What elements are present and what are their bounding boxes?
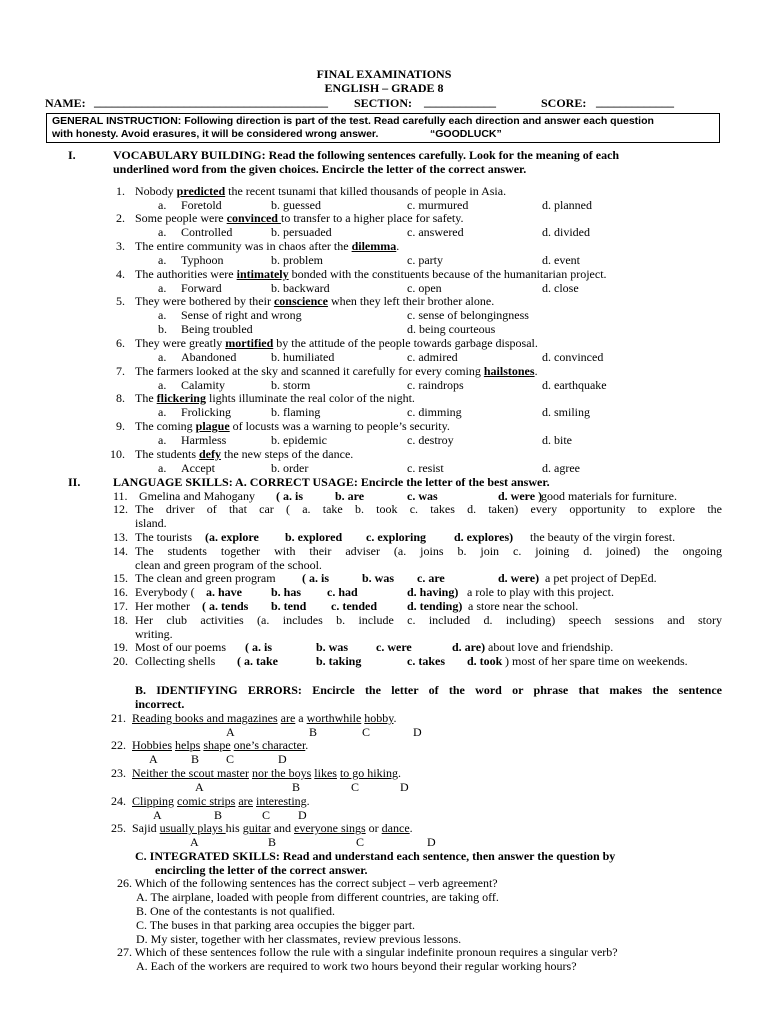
sentence-text: the new steps of the dance.	[221, 447, 354, 461]
vocab-q4-option-c[interactable]: c. open	[407, 281, 442, 295]
vocab-q1-option-c[interactable]: c. murmured	[407, 198, 469, 212]
usage-q20-option-b[interactable]: b. taking	[316, 654, 362, 668]
error-segment-a[interactable]: Hobbies	[132, 738, 172, 752]
error-q24-letter-d[interactable]: D	[298, 808, 307, 822]
vocab-q4-option-a[interactable]: Forward	[181, 281, 222, 295]
vocab-q10-a-marker: a.	[158, 461, 167, 475]
target-word: plague	[195, 419, 230, 433]
partB-heading-line1: B. IDENTIFYING ERRORS: Encircle the letter of the word or phrase that makes the sentence	[135, 683, 722, 697]
sentence-text: Sajid	[132, 821, 160, 835]
vocab-q2-number: 2.	[116, 211, 125, 225]
q26-option-d[interactable]: D. My sister, together with her classmates, review previous lessons.	[136, 932, 462, 946]
error-segment-c[interactable]: worthwhile	[306, 711, 362, 725]
usage-q15-option-d[interactable]: d. were)	[498, 571, 540, 585]
error-q22-letter-a[interactable]: A	[149, 752, 158, 766]
error-segment-a[interactable]: Clipping	[132, 794, 175, 808]
vocab-q7-number: 7.	[116, 364, 125, 378]
usage-q19-number: 19.	[113, 640, 128, 654]
usage-q17-option-a[interactable]: ( a. tends	[202, 599, 249, 613]
error-q21-letter-c[interactable]: C	[362, 725, 371, 739]
error-q25-letter-a[interactable]: A	[190, 835, 199, 849]
usage-q15-stem-end: a pet project of DepEd.	[545, 571, 657, 585]
error-q23-letter-d[interactable]: D	[400, 780, 409, 794]
vocab-q1-option-a[interactable]: Foretold	[181, 198, 222, 212]
exam-subtitle: ENGLISH – GRADE 8	[324, 81, 444, 95]
usage-q17-number: 17.	[113, 599, 128, 613]
part1-heading-line2: underlined word from the given choices. Encircle the letter of the correct answer.	[113, 162, 527, 176]
vocab-q5-option-c[interactable]: c. sense of belongingness	[407, 308, 529, 322]
usage-q12-line2: island.	[135, 516, 167, 530]
usage-q16-option-c[interactable]: c. had	[327, 585, 358, 599]
vocab-q8-option-c[interactable]: c. dimming	[407, 405, 462, 419]
usage-q16-option-a[interactable]: a. have	[206, 585, 242, 599]
vocab-q10-option-c[interactable]: c. resist	[407, 461, 444, 475]
usage-q19-stem-end: about love and friendship.	[488, 640, 614, 654]
target-word: intimately	[236, 267, 289, 281]
vocab-q10-option-d[interactable]: d. agree	[542, 461, 580, 475]
vocab-q4-option-b[interactable]: b. backward	[271, 281, 330, 295]
usage-q13-option-b[interactable]: b. explored	[285, 530, 343, 544]
vocab-q2-option-c[interactable]: c. answered	[407, 225, 464, 239]
usage-q15-number: 15.	[113, 571, 128, 585]
vocab-q7-option-a[interactable]: Calamity	[181, 378, 225, 392]
usage-q20-number: 20.	[113, 654, 128, 668]
vocab-q7-option-d[interactable]: d. earthquake	[542, 378, 607, 392]
vocab-q7-a-marker: a.	[158, 378, 167, 392]
part1-heading-line1: VOCABULARY BUILDING: Read the following sentences carefully. Look for the meaning of each	[113, 148, 620, 162]
general-instruction-line2: with honesty. Avoid erasures, it will be considered wrong answer.	[52, 128, 379, 140]
usage-q11-option-c[interactable]: c. was	[407, 489, 438, 503]
error-q22-number: 22.	[111, 738, 126, 752]
sentence-text: when they left their brother alone.	[327, 294, 495, 308]
error-q21-letter-b[interactable]: B	[309, 725, 318, 739]
vocab-q6-number: 6.	[116, 336, 125, 350]
vocab-q10-option-a[interactable]: Accept	[181, 461, 215, 475]
vocab-q6-option-d[interactable]: d. convinced	[542, 350, 604, 364]
sentence-text: The authorities were	[135, 267, 237, 281]
vocab-q2-option-b[interactable]: b. persuaded	[271, 225, 332, 239]
vocab-q5-sentence	[135, 294, 494, 308]
separator: .	[306, 794, 310, 808]
error-segment-a[interactable]: usually plays	[159, 821, 226, 835]
name-field[interactable]: _______________________________________	[94, 95, 328, 109]
error-segment-a[interactable]: Neither the scout master	[132, 766, 249, 780]
sentence-text: bonded with the constituents because of the humanitarian project.	[288, 267, 607, 281]
usage-q11-option-d[interactable]: d. were )	[498, 489, 543, 503]
error-q22-letter-c[interactable]: C	[226, 752, 235, 766]
usage-q13-stem: The tourists	[135, 530, 192, 544]
separator: .	[397, 766, 401, 780]
usage-q19-option-a[interactable]: ( a. is	[245, 640, 272, 654]
usage-q19-option-b[interactable]: b. was	[316, 640, 349, 654]
vocab-q9-sentence	[135, 419, 450, 433]
usage-q20-stem: Collecting shells	[135, 654, 216, 668]
error-q21-letter-d[interactable]: D	[413, 725, 422, 739]
error-q21-letter-a[interactable]: A	[226, 725, 235, 739]
sentence-text: They were bothered by their	[135, 294, 274, 308]
sentence-text: The entire community was in chaos after the	[135, 239, 352, 253]
error-q24-letter-b[interactable]: B	[214, 808, 223, 822]
partB-heading-line2: incorrect.	[135, 697, 185, 711]
vocab-q5-option-b[interactable]: Being troubled	[181, 322, 253, 336]
sentence-text: .	[396, 239, 400, 253]
vocab-q7-option-c[interactable]: c. raindrops	[407, 378, 464, 392]
vocab-q10-sentence	[135, 447, 353, 461]
sentence-text: Some people were	[135, 211, 227, 225]
usage-q17-stem: Her mother	[135, 599, 190, 613]
error-q22-letter-d[interactable]: D	[278, 752, 287, 766]
separator: .	[393, 711, 397, 725]
sentence-text: The students	[135, 447, 199, 461]
error-q21-sentence	[132, 711, 397, 725]
vocab-q4-number: 4.	[116, 267, 125, 281]
sentence-text: The coming	[135, 419, 196, 433]
sentence-text: The farmers looked at the sky and scanned it carefully for every coming	[135, 364, 484, 378]
error-segment-b[interactable]: helps	[175, 738, 201, 752]
target-word: defy	[199, 447, 221, 461]
vocab-q5-b-marker: b.	[158, 322, 167, 336]
usage-q11-option-a[interactable]: ( a. is	[276, 489, 303, 503]
q26-option-c[interactable]: C. The buses in that parking area occupies the bigger part.	[136, 918, 416, 932]
vocab-q5-option-a[interactable]: Sense of right and wrong	[181, 308, 302, 322]
vocab-q2-option-a[interactable]: Controlled	[181, 225, 233, 239]
error-q23-letter-b[interactable]: B	[292, 780, 301, 794]
partC-heading-line1: C. INTEGRATED SKILLS: Read and understand each sentence, then answer the question by	[135, 849, 616, 863]
target-word: conscience	[273, 294, 328, 308]
error-q23-letter-a[interactable]: A	[195, 780, 204, 794]
error-q22-letter-b[interactable]: B	[191, 752, 200, 766]
error-segment-c[interactable]: everyone sings	[294, 821, 366, 835]
target-word: flickering	[156, 391, 206, 405]
sentence-text: .	[409, 821, 413, 835]
q26-option-b[interactable]: B. One of the contestants is not qualified.	[136, 904, 335, 918]
vocab-q5-a-marker: a.	[158, 308, 167, 322]
vocab-q1-a-marker: a.	[158, 198, 167, 212]
vocab-q9-option-a[interactable]: Harmless	[181, 433, 227, 447]
error-q25-sentence	[132, 821, 413, 835]
usage-q14-number: 14.	[113, 544, 128, 558]
part2-numeral: II.	[68, 475, 81, 489]
vocab-q2-a-marker: a.	[158, 225, 167, 239]
error-q25-letter-c[interactable]: C	[356, 835, 365, 849]
error-segment-c[interactable]: are	[238, 794, 253, 808]
usage-q15-stem: The clean and green program	[135, 571, 276, 585]
usage-q17-stem-end: a store near the school.	[468, 599, 579, 613]
q27-option-a[interactable]: A. Each of the workers are required to work two hours beyond their regular working hours?	[136, 959, 577, 973]
error-segment-d[interactable]: interesting	[256, 794, 307, 808]
score-field[interactable]: _____________	[596, 95, 674, 109]
vocab-q6-option-c[interactable]: c. admired	[407, 350, 458, 364]
sentence-text: to transfer to a higher place for safety.	[280, 211, 464, 225]
separator: a	[295, 711, 307, 725]
usage-q18-line1: Her club activities (a. includes b. include c. included d. including) speech sessions and story	[135, 613, 722, 627]
general-instruction-line1	[52, 115, 654, 128]
usage-q15-option-a[interactable]: ( a. is	[302, 571, 329, 585]
vocab-q1-sentence	[135, 184, 506, 198]
usage-q11-option-b[interactable]: b. are	[335, 489, 365, 503]
sentence-text: of locusts was a warning to people’s security.	[229, 419, 450, 433]
usage-q14-line1: The students together with their adviser (a. joins b. join c. joining d. joined) the ongoing	[135, 544, 722, 558]
error-segment-a[interactable]: Reading books and magazines	[132, 711, 278, 725]
vocab-q3-sentence	[135, 239, 399, 253]
section-label: SECTION:	[354, 96, 413, 110]
vocab-q5-option-d[interactable]: d. being courteous	[407, 322, 496, 336]
sentence-text: by the attitude of the people towards garbage disposal.	[273, 336, 538, 350]
usage-q16-option-b[interactable]: b. has	[271, 585, 302, 599]
vocab-q9-option-c[interactable]: c. destroy	[407, 433, 454, 447]
vocab-q9-option-b[interactable]: b. epidemic	[271, 433, 327, 447]
vocab-q3-option-c[interactable]: c. party	[407, 253, 443, 267]
vocab-q10-option-b[interactable]: b. order	[271, 461, 309, 475]
error-segment-d[interactable]: dance	[381, 821, 410, 835]
error-segment-d[interactable]: to go hiking	[339, 766, 398, 780]
vocab-q4-option-d[interactable]: d. close	[542, 281, 579, 295]
usage-q16-stem: Everybody (	[135, 585, 195, 599]
vocab-q4-a-marker: a.	[158, 281, 167, 295]
name-label: NAME:	[45, 96, 86, 110]
exam-title: FINAL EXAMINATIONS	[316, 67, 452, 81]
sentence-text: and	[270, 821, 295, 835]
usage-q12-line1: The driver of that car ( a. take b. took c. takes d. taken) every opportunity to explore the	[135, 502, 722, 516]
usage-q13-stem-end: the beauty of the virgin forest.	[530, 530, 676, 544]
vocab-q1-number: 1.	[116, 184, 125, 198]
target-word: hailstones	[483, 364, 535, 378]
question-26: 26. Which of the following sentences has the correct subject – verb agreement?	[117, 876, 498, 890]
sentence-text: the recent tsunami that killed thousands of people in Asia.	[225, 184, 507, 198]
sentence-text: or	[365, 821, 382, 835]
vocab-q1-option-b[interactable]: b. guessed	[271, 198, 321, 212]
error-q25-number: 25.	[111, 821, 126, 835]
sentence-text: .	[534, 364, 538, 378]
vocab-q2-sentence	[135, 211, 463, 225]
error-segment-d[interactable]: one’s character	[233, 738, 306, 752]
error-q25-letter-d[interactable]: D	[427, 835, 436, 849]
partC-heading-line2: encircling the letter of the correct answer.	[155, 863, 368, 877]
score-label: SCORE:	[541, 96, 587, 110]
usage-q12-number: 12.	[113, 502, 128, 516]
error-q21-number: 21.	[111, 711, 126, 725]
q26-option-a[interactable]: A. The airplane, loaded with people from different countries, are taking off.	[136, 890, 499, 904]
vocab-q9-a-marker: a.	[158, 433, 167, 447]
usage-q13-option-a[interactable]: (a. explore	[205, 530, 259, 544]
error-q23-letter-c[interactable]: C	[351, 780, 360, 794]
error-segment-b[interactable]: nor the boys	[251, 766, 312, 780]
sentence-text: lights illuminate the real color of the night.	[205, 391, 415, 405]
usage-q15-option-b[interactable]: b. was	[362, 571, 395, 585]
vocab-q9-option-d[interactable]: d. bite	[542, 433, 572, 447]
error-q23-sentence	[132, 766, 401, 780]
error-q25-letter-b[interactable]: B	[268, 835, 277, 849]
usage-q19-option-c[interactable]: c. were	[376, 640, 412, 654]
usage-q11-number: 11.	[113, 489, 128, 503]
part2-heading: LANGUAGE SKILLS: A. CORRECT USAGE: Encircle the letter of the best answer.	[113, 475, 550, 489]
error-segment-b[interactable]: guitar	[242, 821, 271, 835]
error-q24-sentence	[132, 794, 310, 808]
vocab-q7-option-b[interactable]: b. storm	[271, 378, 311, 392]
vocab-q3-option-a[interactable]: Typhoon	[181, 253, 224, 267]
goodluck-text: “GOODLUCK”	[430, 128, 502, 140]
vocab-q8-option-b[interactable]: b. flaming	[271, 405, 321, 419]
usage-q16-number: 16.	[113, 585, 128, 599]
usage-q16-option-d[interactable]: d. having)	[407, 585, 459, 599]
usage-q17-option-d[interactable]: d. tending)	[407, 599, 463, 613]
separator: .	[305, 738, 309, 752]
vocab-q10-number: 10.	[110, 447, 125, 461]
vocab-q2-option-d[interactable]: d. divided	[542, 225, 590, 239]
error-segment-c[interactable]: shape	[203, 738, 231, 752]
vocab-q8-option-a[interactable]: Frolicking	[181, 405, 231, 419]
usage-q20-option-c[interactable]: c. takes	[407, 654, 445, 668]
usage-q20-stem-end: ) most of her spare time on weekends.	[505, 654, 688, 668]
vocab-q8-a-marker: a.	[158, 405, 167, 419]
sentence-text: The	[135, 391, 157, 405]
usage-q20-option-a[interactable]: ( a. take	[237, 654, 278, 668]
usage-q18-number: 18.	[113, 613, 128, 627]
vocab-q1-option-d[interactable]: d. planned	[542, 198, 592, 212]
sentence-text: Nobody	[135, 184, 177, 198]
usage-q15-option-c[interactable]: c. are	[417, 571, 445, 585]
vocab-q8-option-d[interactable]: d. smiling	[542, 405, 591, 419]
vocab-q7-sentence	[135, 364, 538, 378]
error-q24-letter-c[interactable]: C	[262, 808, 271, 822]
question-27: 27. Which of these sentences follow the rule with a singular indefinite pronoun requires a singular verb?	[117, 945, 618, 959]
target-word: dilemma	[351, 239, 397, 253]
part1-numeral: I.	[68, 148, 76, 162]
sentence-text: They were greatly	[135, 336, 226, 350]
usage-q11-stem: Gmelina and Mahogany	[139, 489, 255, 503]
error-segment-c[interactable]: likes	[314, 766, 337, 780]
vocab-q8-number: 8.	[116, 391, 125, 405]
vocab-q3-number: 3.	[116, 239, 125, 253]
usage-q19-option-d[interactable]: d. are)	[452, 640, 486, 654]
section-field[interactable]: ____________	[424, 95, 496, 109]
usage-q17-option-c[interactable]: c. tended	[331, 599, 377, 613]
error-q23-number: 23.	[111, 766, 126, 780]
general-instruction-text: Following direction is part of the test. Read carefully each direction and answer each question	[181, 115, 654, 127]
error-segment-b[interactable]: are	[280, 711, 296, 725]
error-q22-sentence	[132, 738, 308, 752]
target-word: predicted	[176, 184, 226, 198]
vocab-q8-sentence	[135, 391, 415, 405]
vocab-q3-option-b[interactable]: b. problem	[271, 253, 323, 267]
vocab-q3-a-marker: a.	[158, 253, 167, 267]
vocab-q9-number: 9.	[116, 419, 125, 433]
usage-q13-option-d[interactable]: d. explores)	[454, 530, 514, 544]
vocab-q6-option-a[interactable]: Abandoned	[181, 350, 237, 364]
usage-q14-line2: clean and green program of the school.	[135, 558, 322, 572]
usage-q20-option-d[interactable]: d. took	[467, 654, 503, 668]
usage-q19-stem: Most of our poems	[135, 640, 226, 654]
sentence-text: his	[225, 821, 243, 835]
usage-q18-line2: writing.	[135, 627, 173, 641]
usage-q13-number: 13.	[113, 530, 128, 544]
target-word: convinced	[226, 211, 281, 225]
error-segment-b[interactable]: comic strips	[177, 794, 236, 808]
error-segment-d[interactable]: hobby	[364, 711, 394, 725]
vocab-q4-sentence	[135, 267, 607, 281]
usage-q16-stem-end: a role to play with this project.	[467, 585, 614, 599]
error-q24-number: 24.	[111, 794, 126, 808]
vocab-q5-number: 5.	[116, 294, 125, 308]
usage-q11-stem-end: good materials for furniture.	[541, 489, 677, 503]
target-word: mortified	[225, 336, 274, 350]
error-q24-letter-a[interactable]: A	[153, 808, 162, 822]
usage-q13-option-c[interactable]: c. exploring	[366, 530, 426, 544]
vocab-q6-a-marker: a.	[158, 350, 167, 364]
vocab-q3-option-d[interactable]: d. event	[542, 253, 580, 267]
general-instruction-label: GENERAL INSTRUCTION:	[52, 115, 182, 127]
usage-q17-option-b[interactable]: b. tend	[271, 599, 307, 613]
vocab-q6-option-b[interactable]: b. humiliated	[271, 350, 335, 364]
vocab-q6-sentence	[135, 336, 538, 350]
